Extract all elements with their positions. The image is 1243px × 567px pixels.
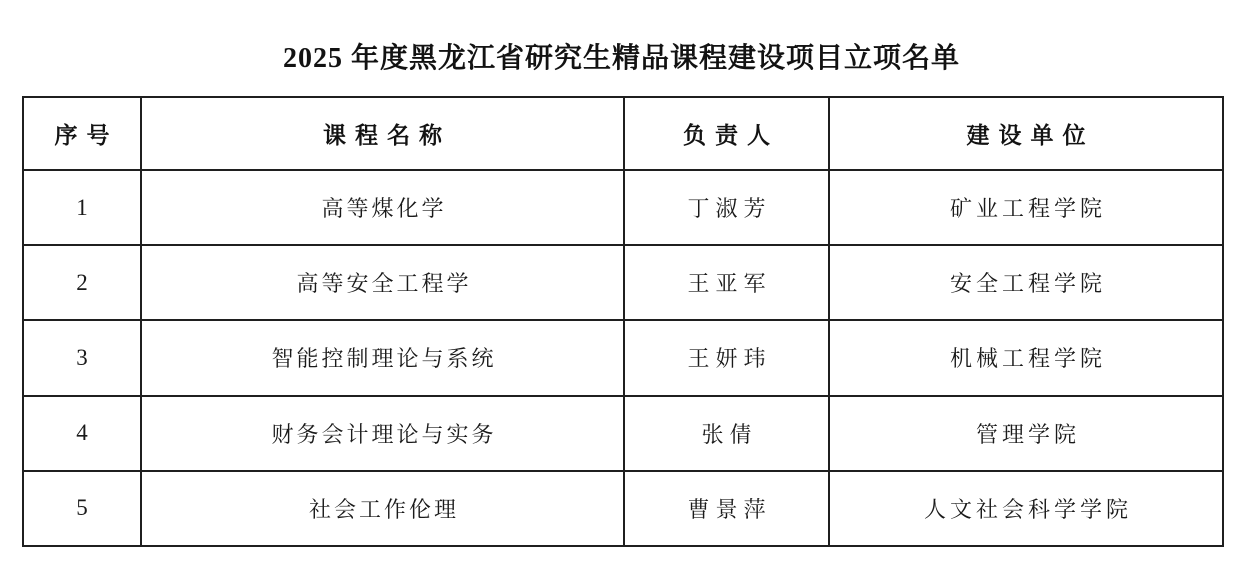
column-header-leader: 负责人 [624,97,829,170]
cell-leader: 曹景萍 [624,471,829,546]
cell-course: 财务会计理论与实务 [141,396,624,471]
table-row [23,170,1223,245]
cell-leader: 王妍玮 [624,320,829,395]
cell-course: 高等安全工程学 [141,245,624,320]
cell-index: 2 [23,245,141,320]
column-header-unit: 建设单位 [829,97,1223,170]
cell-leader: 王亚军 [624,245,829,320]
column-header-course: 课程名称 [141,97,624,170]
table-row [23,396,1223,471]
cell-unit: 管理学院 [829,396,1223,471]
cell-index: 5 [23,471,141,546]
cell-leader: 丁淑芳 [624,170,829,245]
table-header-row [23,97,1223,170]
cell-unit: 人文社会科学学院 [829,471,1223,546]
page-title: 2025 年度黑龙江省研究生精品课程建设项目立项名单 [282,43,960,74]
cell-unit: 安全工程学院 [829,245,1223,320]
table-row [23,245,1223,320]
cell-course: 高等煤化学 [141,170,624,245]
cell-leader: 张倩 [624,396,829,471]
cell-index: 3 [23,320,141,395]
cell-index: 1 [23,170,141,245]
cell-course: 社会工作伦理 [141,471,624,546]
column-header-index: 序号 [23,97,141,170]
table-row [23,471,1223,546]
project-list-table [22,96,1224,547]
cell-index: 4 [23,396,141,471]
cell-unit: 矿业工程学院 [829,170,1223,245]
cell-unit: 机械工程学院 [829,320,1223,395]
table-row [23,320,1223,395]
cell-course: 智能控制理论与系统 [141,320,624,395]
